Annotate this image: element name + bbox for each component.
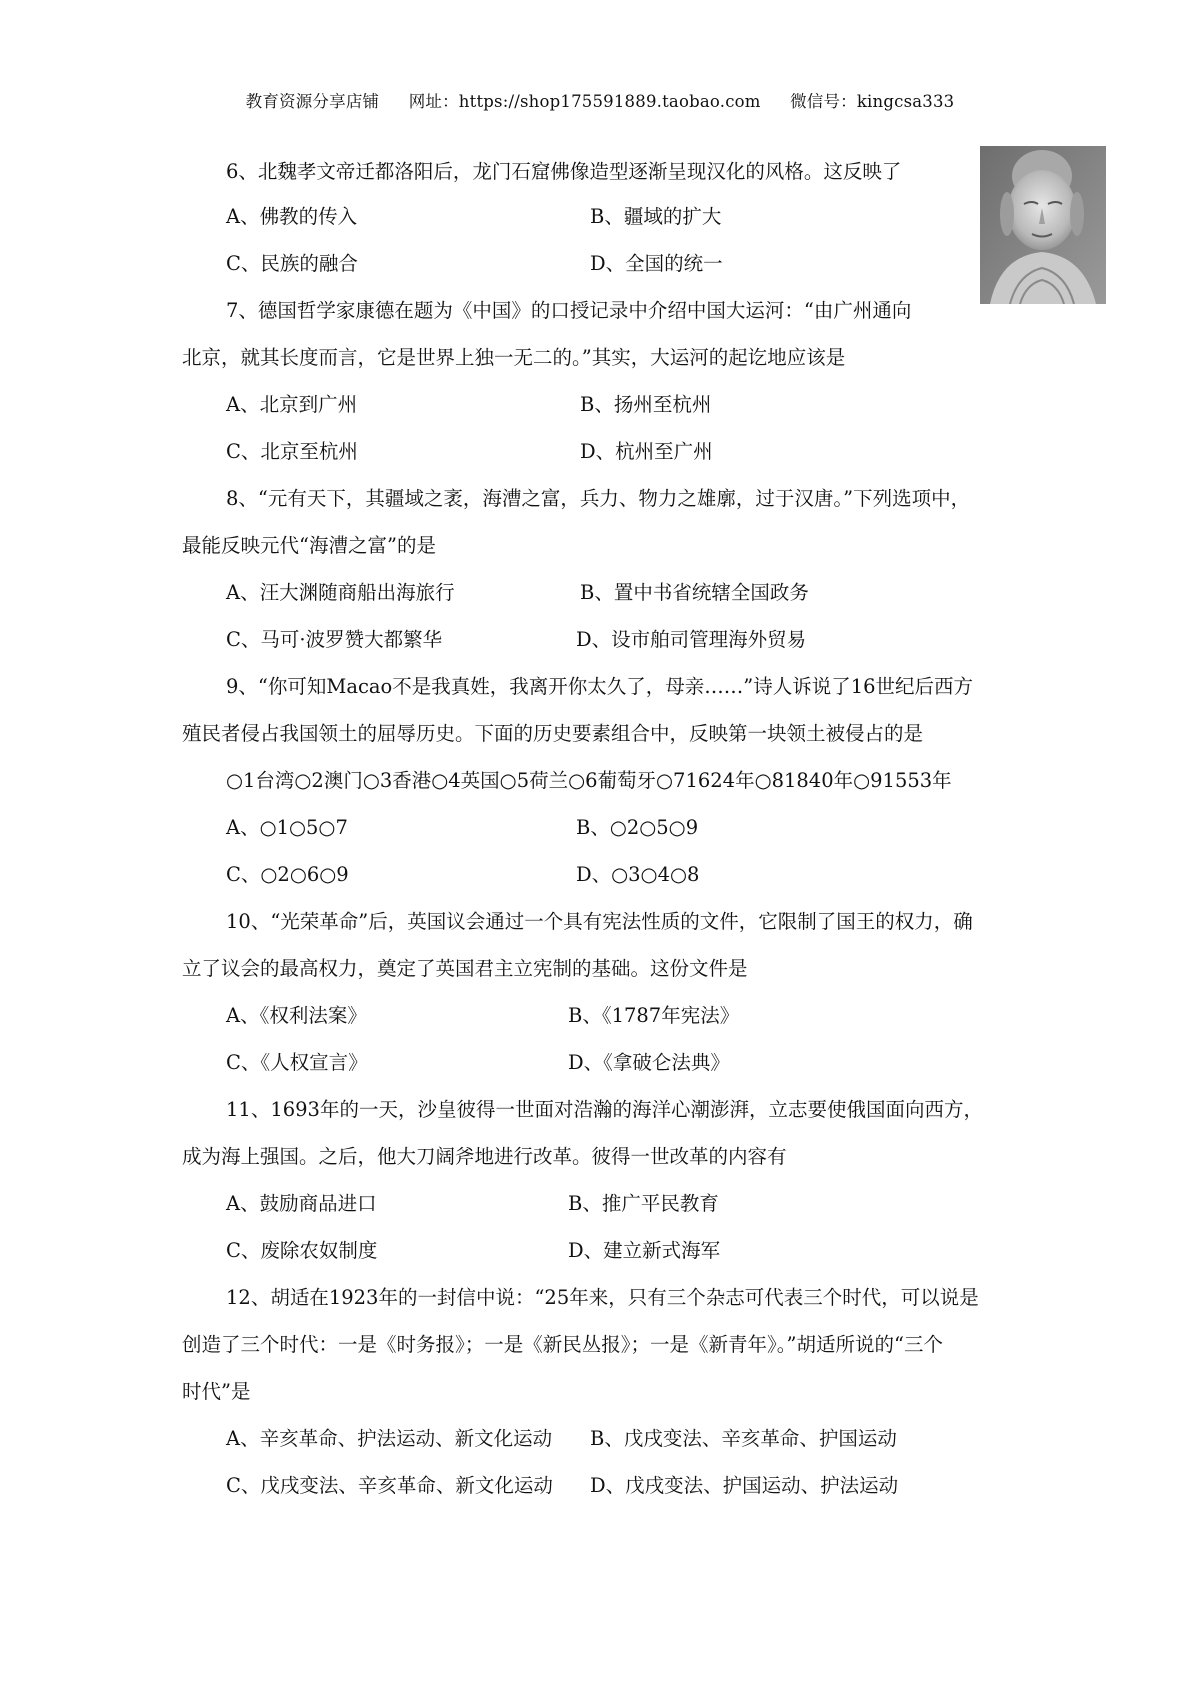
q6-option-b: B、疆域的扩大 xyxy=(590,205,722,228)
q8-option-c: C、马可·波罗赞大都繁华 xyxy=(226,628,443,651)
q10-line-1: 10、“光荣革命”后，英国议会通过一个具有宪法性质的文件，它限制了国王的权力，确 xyxy=(226,910,973,933)
q6-option-d: D、全国的统一 xyxy=(590,252,723,275)
q8-option-b: B、置中书省统辖全国政务 xyxy=(580,581,809,604)
q6-option-c: C、民族的融合 xyxy=(226,252,358,275)
q11-option-a: A、鼓励商品进口 xyxy=(226,1192,377,1215)
q9-option-c: C、○2○6○9 xyxy=(226,863,349,886)
q7-option-d: D、杭州至广州 xyxy=(580,440,713,463)
q11-line-1: 11、1693年的一天，沙皇彼得一世面对浩瀚的海洋心潮澎湃，立志要使俄国面向西方， xyxy=(226,1098,983,1121)
q7-line-1: 7、德国哲学家康德在题为《中国》的口授记录中介绍中国大运河：“由广州通向 xyxy=(226,299,912,322)
q11-option-d: D、建立新式海军 xyxy=(568,1239,721,1262)
q8-line-2: 最能反映元代“海漕之富”的是 xyxy=(182,534,436,557)
q12-option-d: D、戊戌变法、护国运动、护法运动 xyxy=(590,1474,899,1497)
header-wechat: 微信号：kingcsa333 xyxy=(790,92,955,111)
q9-line-1: 9、“你可知Macao不是我真姓，我离开你太久了，母亲……”诗人诉说了16世纪后西方 xyxy=(226,675,974,698)
q9-option-d: D、○3○4○8 xyxy=(576,863,700,886)
q7-option-c: C、北京至杭州 xyxy=(226,440,358,463)
header-shop: 教育资源分享店铺 xyxy=(245,92,380,111)
q12-option-a: A、辛亥革命、护法运动、新文化运动 xyxy=(226,1427,553,1450)
q8-line-1: 8、“元有天下，其疆域之袤，海漕之富，兵力、物力之雄廓，过于汉唐。”下列选项中， xyxy=(226,487,971,510)
q10-option-c: C、《人权宣言》 xyxy=(226,1051,368,1074)
q11-option-b: B、推广平民教育 xyxy=(568,1192,719,1215)
q11-option-c: C、废除农奴制度 xyxy=(226,1239,378,1262)
q7-option-a: A、北京到广州 xyxy=(226,393,358,416)
q8-option-d: D、设市舶司管理海外贸易 xyxy=(576,628,807,651)
q10-line-2: 立了议会的最高权力，奠定了英国君主立宪制的基础。这份文件是 xyxy=(182,957,748,980)
q12-option-b: B、戊戌变法、辛亥革命、护国运动 xyxy=(590,1427,897,1450)
q9-elements-list: ○1台湾○2澳门○3香港○4英国○5荷兰○6葡萄牙○71624年○81840年○91553年 xyxy=(226,769,952,792)
header-url: 网址：https://shop175591889.taobao.com xyxy=(408,92,761,111)
q12-line-3: 时代”是 xyxy=(182,1380,251,1403)
q6-option-a: A、佛教的传入 xyxy=(226,205,358,228)
q10-option-b: B、《1787年宪法》 xyxy=(568,1004,740,1027)
q12-line-2: 创造了三个时代：一是《时务报》；一是《新民丛报》；一是《新青年》。”胡适所说的“三个 xyxy=(182,1333,943,1356)
q12-line-1: 12、胡适在1923年的一封信中说：“25年来，只有三个杂志可代表三个时代，可以说是 xyxy=(226,1286,979,1309)
q9-line-2: 殖民者侵占我国领土的屈辱历史。下面的历史要素组合中，反映第一块领土被侵占的是 xyxy=(182,722,924,745)
q7-line-2: 北京，就其长度而言，它是世界上独一无二的。”其实，大运河的起讫地应该是 xyxy=(182,346,846,369)
q10-option-d: D、《拿破仑法典》 xyxy=(568,1051,730,1074)
q8-option-a: A、汪大渊随商船出海旅行 xyxy=(226,581,455,604)
q6-line-1: 6、北魏孝文帝迁都洛阳后，龙门石窟佛像造型逐渐呈现汉化的风格。这反映了 xyxy=(226,160,902,183)
q12-option-c: C、戊戌变法、辛亥革命、新文化运动 xyxy=(226,1474,553,1497)
q9-option-a: A、○1○5○7 xyxy=(226,816,348,839)
q7-option-b: B、扬州至杭州 xyxy=(580,393,712,416)
q11-line-2: 成为海上强国。之后，他大刀阔斧地进行改革。彼得一世改革的内容有 xyxy=(182,1145,787,1168)
q9-option-b: B、○2○5○9 xyxy=(576,816,699,839)
q10-option-a: A、《权利法案》 xyxy=(226,1004,367,1027)
